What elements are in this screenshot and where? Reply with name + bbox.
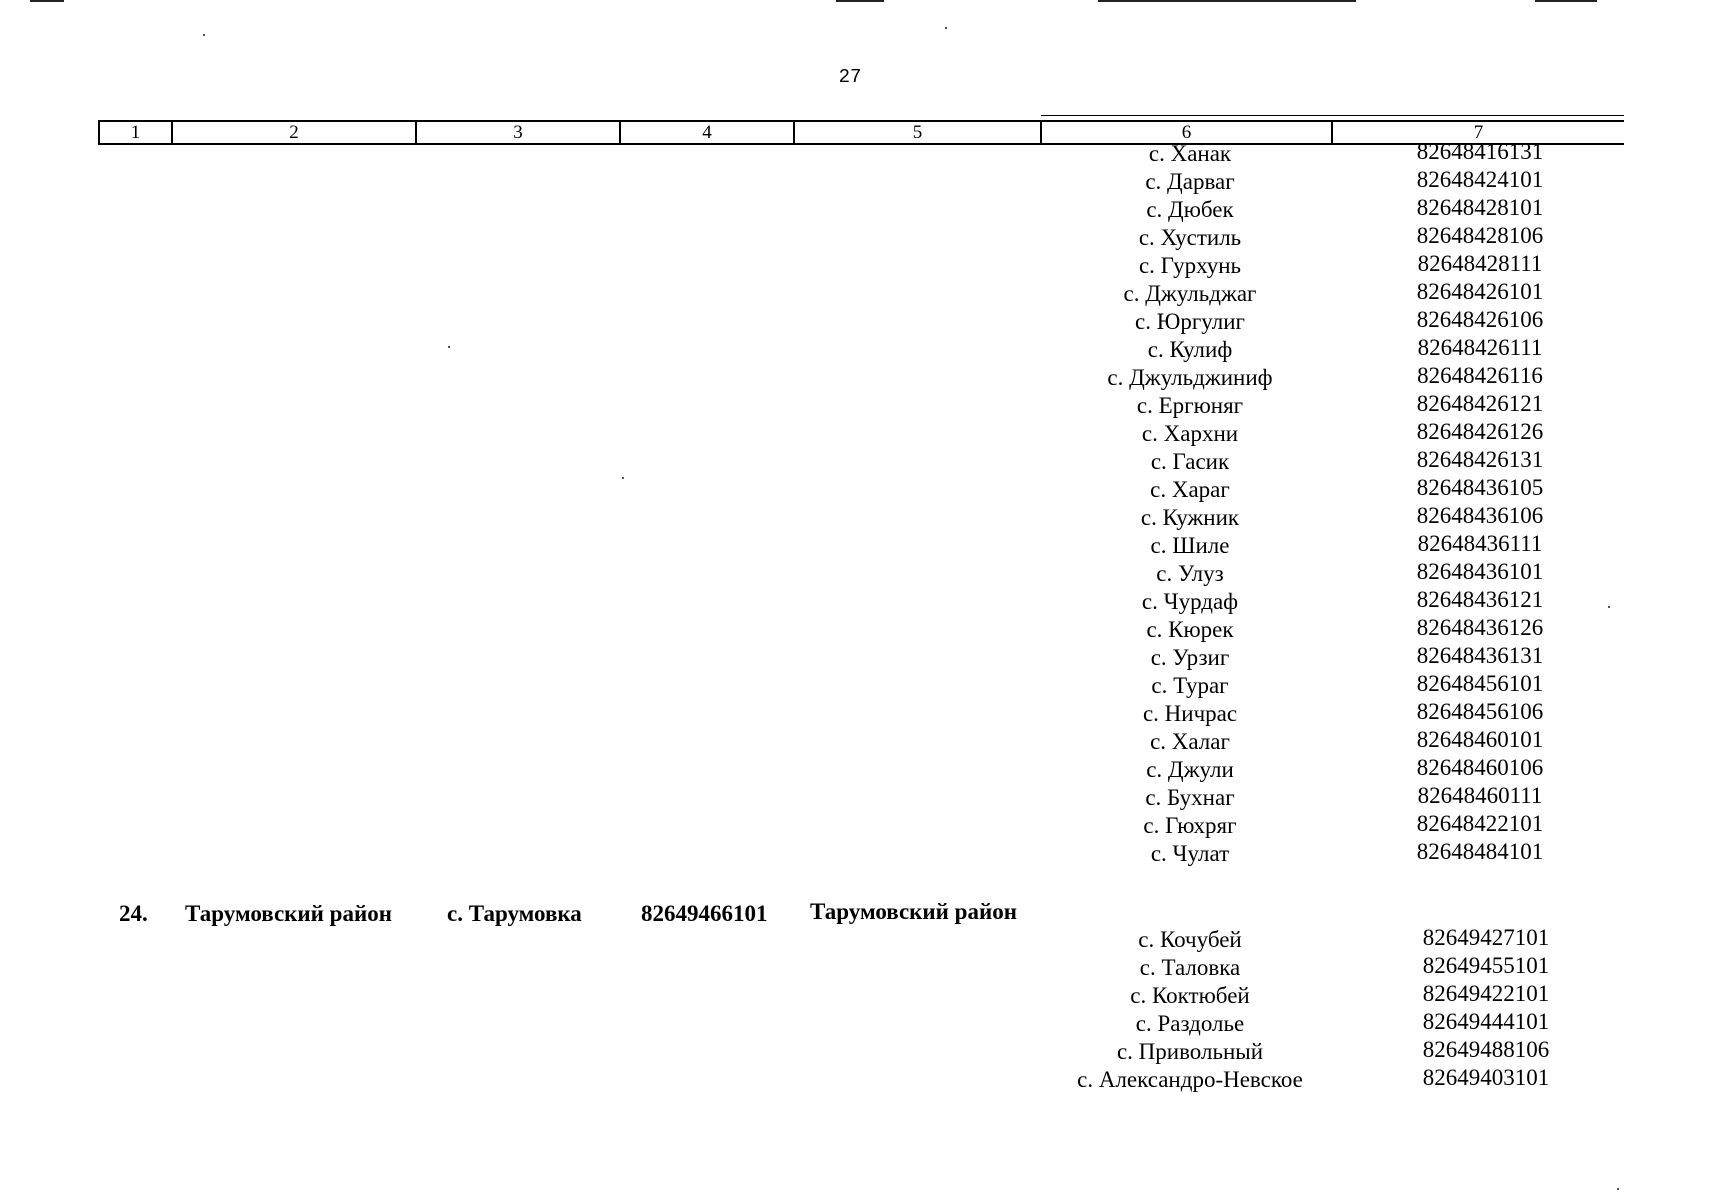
settlement-name: с. Кочубей [1138,927,1242,952]
scan-speck [448,346,450,348]
scan-speck [622,477,624,479]
settlement-name: с. Чулат [1150,841,1230,866]
admin-center: с. Тарумовка [447,901,582,926]
settlement-code: 82649444101 [1422,1009,1550,1034]
settlement-code: 82648484101 [1416,839,1544,864]
settlement-code: 82648456101 [1416,671,1544,696]
settlement-code: 82648456106 [1416,699,1544,724]
settlement-name: с. Хархни [1141,421,1239,446]
settlement-name: с. Ничрас [1142,701,1238,726]
settlement-code: 82648428111 [1417,251,1543,276]
header-cell-6: 6 [1040,120,1331,143]
settlement-name: с. Коктюбей [1130,983,1250,1008]
settlement-code: 82648424101 [1416,167,1544,192]
settlement-name: с. Хустиль [1138,225,1242,250]
settlement-code: 82648426106 [1416,307,1544,332]
settlement-name: с. Джули [1146,757,1234,782]
settlement-code: 82648426111 [1417,335,1543,360]
settlement-name: с. Кюрек [1146,617,1234,642]
header-top-rule [1041,115,1624,116]
settlement-name: с. Джульджиниф [1107,365,1273,390]
settlement-name: с. Гурхунь [1138,253,1242,278]
settlement-code: 82648426116 [1417,363,1543,388]
settlement-code: 82649422101 [1422,981,1550,1006]
settlement-name: с. Раздолье [1135,1011,1245,1036]
settlement-name: с. Кужник [1140,505,1240,530]
scan-edge-mark [30,0,64,2]
settlement-name: с. Дарваг [1145,169,1235,194]
settlement-name: с. Урзиг [1150,645,1230,670]
row-number: 24. [119,901,148,926]
settlement-code: 82648436105 [1416,475,1544,500]
header-cell-2: 2 [171,120,415,143]
header-cell-5: 5 [793,120,1040,143]
district-name: Тарумовский район [185,901,392,926]
settlement-code: 82649427101 [1422,925,1550,950]
settlement-name: с. Бухнаг [1145,785,1235,810]
settlement-code: 82648436121 [1416,587,1544,612]
settlement-name: с. Гюхряг [1143,813,1237,838]
settlement-code: 82648460101 [1416,727,1544,752]
scan-speck [1608,606,1610,608]
settlement-code: 82648426101 [1416,279,1544,304]
settlement-code: 82648436106 [1416,503,1544,528]
settlement-code: 82648460106 [1416,755,1544,780]
settlement-name: с. Халаг [1150,729,1230,754]
admin-center-code: 82649466101 [641,901,768,926]
scan-speck [945,27,947,29]
settlement-name: с. Джульджаг [1123,281,1257,306]
page-number: 27 [838,66,862,88]
settlement-name: с. Юргулиг [1135,309,1245,334]
settlement-code: 82648416131 [1416,139,1544,164]
settlement-code: 82648426126 [1416,419,1544,444]
settlement-code: 82648422101 [1416,811,1544,836]
settlement-name: с. Чурдаф [1141,589,1239,614]
settlement-code: 82649403101 [1422,1065,1550,1090]
settlement-name: с. Ергюняг [1136,393,1244,418]
settlement-code: 82648436131 [1416,643,1544,668]
header-cell-1: 1 [98,120,171,143]
scan-speck [203,34,205,36]
scan-edge-mark [1098,0,1356,2]
settlement-code: 82648428101 [1416,195,1544,220]
settlement-name: с. Хараг [1150,477,1230,502]
settlement-name: с. Гасик [1150,449,1230,474]
settlement-name: с. Ханак [1148,141,1232,166]
settlement-name: с. Александро-Невское [1077,1067,1303,1092]
settlement-code: 82648436111 [1417,531,1543,556]
settlement-name: с. Кулиф [1147,337,1233,362]
scan-speck [1617,1188,1619,1190]
header-cell-4: 4 [619,120,793,143]
settlement-name: с. Шиле [1150,533,1230,558]
settlement-name: с. Улуз [1156,561,1224,586]
settlement-name: с. Таловка [1139,955,1241,980]
header-cell-3: 3 [415,120,619,143]
municipality-name: Тарумовский район [810,899,1017,924]
settlement-code: 82648426121 [1416,391,1544,416]
settlement-code: 82648428106 [1416,223,1544,248]
settlement-name: с. Привольный [1116,1039,1264,1064]
settlement-code: 82648436126 [1416,615,1544,640]
settlement-code: 82648426131 [1416,447,1544,472]
settlement-name: с. Тураг [1151,673,1229,698]
scan-edge-mark [1535,0,1597,2]
scan-edge-mark [836,0,884,2]
settlement-code: 82649455101 [1422,953,1550,978]
settlement-name: с. Дюбек [1146,197,1234,222]
settlement-code: 82648436101 [1416,559,1544,584]
header-cell-7: 7 [1331,120,1624,143]
settlement-code: 82649488106 [1422,1037,1550,1062]
settlement-code: 82648460111 [1417,783,1543,808]
